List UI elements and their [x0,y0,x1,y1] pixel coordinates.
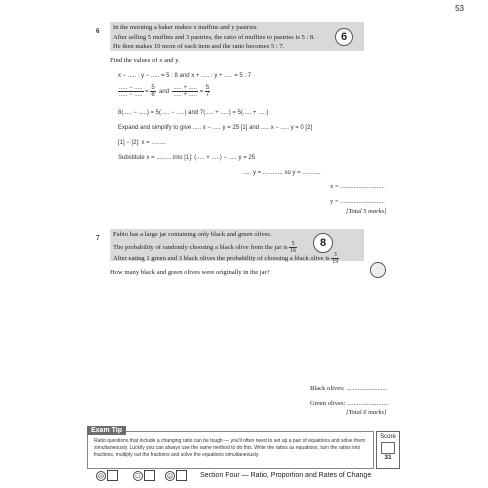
exam-tip-box [87,427,374,469]
q7-answer-green[interactable]: Green olives: ......................... [310,400,389,407]
grade-badge-6-value: 6 [340,31,348,43]
page-number: 53 [455,4,464,13]
q6-working-line-7: ..... y = ..........., so y = ........... [243,170,321,176]
q6-line-2: After selling 5 muffins and 3 pastries, the ratio of muffins to pastries is 5 : 8. [113,34,315,41]
q6-line-3: He then makes 10 more of each item and the ratio becomes 5 : 7. [113,43,285,50]
q7-frac-b-den: 19 [332,259,339,265]
stamp-icon [370,262,386,278]
q6-working-line-4: Expand and simplify to give ..... x − ..... y = 25 [1] and ..... x − ..... y = 0 [2] [118,125,313,131]
neutral-face-icon [133,471,143,481]
q6-frac-1-eq-den: 8 [151,92,155,98]
q6-frac-1-num: ..... − ..... [119,85,143,91]
sad-face-icon [96,471,106,481]
happy-face-icon [165,471,175,481]
footer-section-title: Section Four — Ratio, Proportion and Rates of Change [200,472,372,479]
q7-answer-black[interactable]: Black olives: ......................... [310,385,388,392]
q7-line-3 [113,252,339,265]
q7-total-marks: [Total 6 marks] [346,409,387,416]
q6-frac-2-den: ..... + ..... [173,92,197,98]
q6-answer-x[interactable]: x = ........................... [330,183,385,190]
q7-line-1: Fabio has a large jar containing only black and green olives. [113,231,272,238]
q6-answer-y[interactable]: y = ........................... [330,198,385,205]
q7-frac-b [331,252,339,265]
q7-frac-a-num: 5 [289,241,297,248]
score-box [376,431,400,469]
q6-line-1: In the morning a baker makes x muffins and y pastries. [113,24,259,31]
q7-frac-b-num: 3 [331,252,339,259]
q6-frac-2-eq [205,85,210,98]
q6-frac-2 [172,85,198,98]
tick-box-2[interactable] [144,470,155,481]
grade-badge-8-value: 8 [319,237,327,249]
question-6-box [110,22,364,51]
score-input[interactable] [381,442,395,454]
score-value: 31 [384,454,392,461]
grade-badge-8 [313,233,333,253]
q6-total-marks: [Total 5 marks] [346,208,387,215]
q6-working-line-6: Substitute x = ......... into [1]: (..... × .....) − ..... y = 25 [118,155,256,161]
q6-working-line-5: [1] − [2]: x = ......... [118,140,167,146]
exam-tip-text: Ratio questions that include a changing ratio can be tough — you'll often need to set up a pair of equations and solve them simultaneously. Luckily you can always use the same method to do this. Write the ratios as equations, turn the ratios into fractions, multiply out the fractions and solve the equations simultaneously. [94,438,366,458]
question-6-number: 6 [96,27,100,35]
q7-line-2-text: The probability of randomly choosing a black olive from the jar is [113,244,288,252]
tick-box-1[interactable] [107,470,118,481]
q6-and-word: and [159,89,170,96]
question-7-number: 7 [96,234,100,242]
q6-instruction: Find the values of x and y. [110,57,180,64]
sad-face-glyph: ☹ [97,472,105,480]
q7-frac-a-den: 16 [290,248,297,254]
q6-frac-2-num: ..... + ..... [173,85,197,91]
happy-face-glyph: ☺ [166,472,174,480]
q6-frac-1-eq [150,85,155,98]
q6-working-line-1: x − ..... : y − ..... = 5 : 8 and x + ..... : y + ..... = 5 : 7 [118,73,252,79]
q6-frac-2-eq-num: 5 [205,85,210,91]
q6-working-line-2: $\frac{..... - .....}{..... - .....}$ = $\frac{5}{8}$ and $\frac{..... + .....}{..... + .....}$ = $\frac{5}{7}$ [119,85,210,98]
neutral-face-glyph: ☐ [135,472,141,480]
q7-question: How many black and green olives were originally in the jar? [110,269,270,276]
q6-frac-1 [118,85,144,98]
q6-frac-2-eq-den: 7 [205,92,210,98]
q6-working-line-3: 8(..... − .....) = 5(..... − .....) and 7(..... + .....) = 5(..... + .....) [118,110,269,116]
tick-box-3[interactable] [176,470,187,481]
grade-badge-6 [335,28,353,46]
q6-frac-1-eq-num: 5 [151,85,155,91]
q6-frac-1-den: ..... − ..... [119,92,143,98]
exam-tip-label: Exam Tip [87,426,126,435]
score-label: Score [380,434,396,440]
q7-line-3-text: After eating 1 green and 3 black olives the probability of choosing a black olive is [113,255,330,263]
